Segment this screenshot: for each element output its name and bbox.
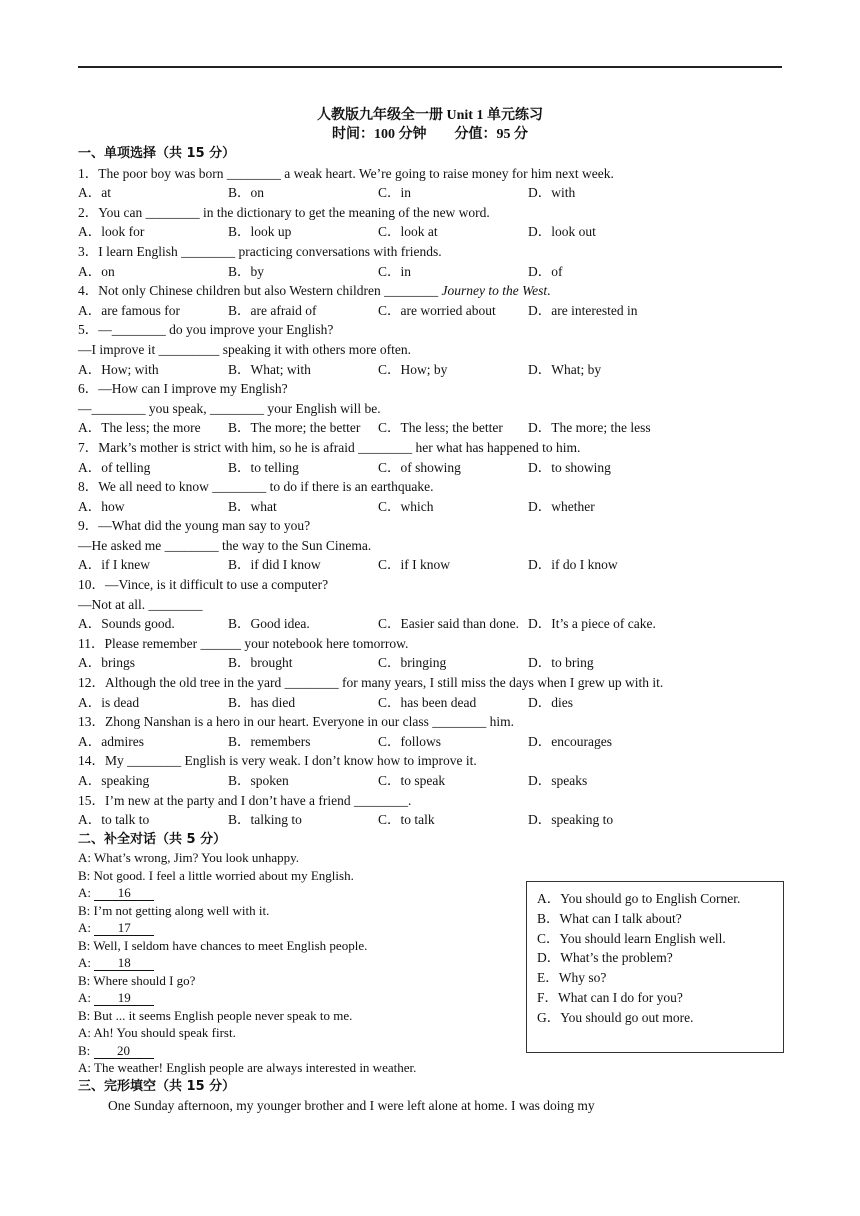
dialogue-blank[interactable]: 18 <box>94 955 154 971</box>
dialogue-blank[interactable]: 16 <box>94 885 154 901</box>
answer-option[interactable]: D．The more; the less <box>528 420 651 436</box>
answer-option[interactable]: D．dies <box>528 694 573 710</box>
answer-option[interactable]: C．follows <box>378 733 442 749</box>
dialogue-line: B: But ... it seems English people never speak to me. <box>78 1007 353 1023</box>
choices-box <box>526 881 784 1053</box>
page-subtitle: 时间：100 分钟 分值：95 分 <box>332 127 528 142</box>
answer-option[interactable]: D．What; by <box>528 361 602 377</box>
option-row <box>78 555 782 575</box>
answer-option[interactable]: D．of <box>528 263 563 279</box>
dialogue-line: B: Not good. I feel a little worried about my English. <box>78 867 354 883</box>
answer-option[interactable]: A．on <box>78 263 115 279</box>
answer-option[interactable]: A．How; with <box>78 361 159 377</box>
question-text: 3．I learn English ________ practicing conversations with friends. <box>78 243 442 259</box>
question-text: —He asked me ________ the way to the Sun Cinema. <box>78 537 372 553</box>
answer-option[interactable]: A．Sounds good. <box>78 616 175 632</box>
answer-option[interactable]: B．by <box>228 263 265 279</box>
dialogue-line: B: 20 <box>78 1042 782 1060</box>
answer-option[interactable]: B．The more; the better <box>228 420 361 436</box>
answer-option[interactable]: A．brings <box>78 655 135 671</box>
answer-option[interactable]: B．look up <box>228 224 292 240</box>
question-text: 13．Zhong Nanshan is a hero in our heart. Everyone in our class ________ him. <box>78 714 515 730</box>
choice-option: E．Why so? <box>537 970 607 986</box>
question-text: 7．Mark’s mother is strict with him, so he is afraid ________ her what has happened to him. <box>78 439 581 455</box>
question-list <box>78 164 782 830</box>
answer-option[interactable]: C．look at <box>378 224 438 240</box>
answer-option[interactable]: C．in <box>378 185 412 201</box>
option-row <box>78 183 782 203</box>
answer-option[interactable]: B．brought <box>228 655 293 671</box>
answer-option[interactable]: A．look for <box>78 224 145 240</box>
answer-option[interactable]: A．to talk to <box>78 812 150 828</box>
option-row <box>78 262 782 282</box>
option-row <box>78 418 782 438</box>
answer-option[interactable]: C．which <box>378 498 434 514</box>
answer-option[interactable]: D．speaking to <box>528 812 614 828</box>
dialogue-line: A: Ah! You should speak first. <box>78 1025 236 1041</box>
answer-option[interactable]: D．to showing <box>528 459 611 475</box>
answer-option[interactable]: A．speaking <box>78 773 150 788</box>
dialogue-line: A: 17 <box>78 919 782 937</box>
option-row <box>78 693 782 713</box>
answer-option[interactable]: D．speaks <box>528 773 588 788</box>
dialogue-line: A: What’s wrong, Jim? You look unhappy. <box>78 850 299 866</box>
question-text: 12．Although the old tree in the yard ________ for many years, I still miss the days when I grew up with it. <box>78 675 664 691</box>
question-text: —I improve it _________ speaking it with others more often. <box>78 341 411 357</box>
option-row <box>78 810 782 830</box>
option-row <box>78 222 782 242</box>
answer-option[interactable]: A．of telling <box>78 459 151 475</box>
answer-option[interactable]: C．Easier said than done. <box>378 616 519 632</box>
answer-option[interactable]: D．encourages <box>528 733 612 749</box>
answer-option[interactable]: A．at <box>78 185 111 201</box>
answer-option[interactable]: C．bringing <box>378 655 447 671</box>
answer-option[interactable]: D．to bring <box>528 655 594 671</box>
answer-option[interactable]: D．whether <box>528 498 595 514</box>
choice-option: B．What can I talk about? <box>537 910 682 926</box>
dialogue-line: A: 18 <box>78 954 782 972</box>
question-text: 11．Please remember ______ your notebook here tomorrow. <box>78 635 409 651</box>
section-heading-choice: 一、单项选择（共 15 分） <box>78 146 236 161</box>
answer-option[interactable]: C．to speak <box>378 773 446 788</box>
answer-option[interactable]: C．How; by <box>378 361 448 377</box>
choice-option: D．What’s the problem? <box>537 950 673 966</box>
dialogue-blank[interactable]: 19 <box>94 990 154 1006</box>
answer-option[interactable]: B．remembers <box>228 733 311 749</box>
cloze-intro: One Sunday afternoon, my younger brother and I were left alone at home. I was doing my <box>108 1098 595 1114</box>
dialogue-line: A: 19 <box>78 989 782 1007</box>
answer-option[interactable]: B．what <box>228 498 277 514</box>
answer-option[interactable]: D．look out <box>528 224 596 240</box>
answer-option[interactable]: B．on <box>228 185 265 201</box>
option-row <box>78 458 782 478</box>
dialogue-line: A: 16 <box>78 884 782 902</box>
choice-option: G．You should go out more. <box>537 1009 694 1025</box>
answer-option[interactable]: D．It’s a piece of cake. <box>528 616 656 632</box>
answer-option[interactable]: B．to telling <box>228 459 299 475</box>
option-row <box>78 301 782 321</box>
header-rule <box>78 66 782 68</box>
answer-option[interactable]: D．are interested in <box>528 302 638 318</box>
question-text: 5．—________ do you improve your English? <box>78 322 334 338</box>
section-heading-dialogue: 二、补全对话（共 5 分） <box>78 831 227 847</box>
answer-option[interactable]: A．admires <box>78 733 144 749</box>
question-text: 4．Not only Chinese children but also Western children ________ Journey to the West. <box>78 283 551 299</box>
answer-option[interactable]: B．What; with <box>228 361 311 377</box>
answer-option[interactable]: D．if do I know <box>528 557 618 573</box>
page-title: 人教版九年级全一册 Unit 1 单元练习 <box>317 108 543 123</box>
dialogue-line: B: Where should I go? <box>78 972 196 988</box>
answer-option[interactable]: C．if I know <box>378 557 450 573</box>
answer-option[interactable]: A．The less; the more <box>78 420 201 436</box>
option-row <box>78 360 782 380</box>
question-text: 14．My ________ English is very weak. I don’t know how to improve it. <box>78 753 477 769</box>
answer-option[interactable]: C．The less; the better <box>378 420 503 436</box>
answer-option[interactable]: A．how <box>78 498 125 514</box>
question-text: 10．—Vince, is it difficult to use a computer? <box>78 577 329 593</box>
question-text: 15．I’m new at the party and I don’t have a friend ________. <box>78 792 412 808</box>
section-heading-cloze: 三、完形填空（共 15 分） <box>78 1078 236 1094</box>
question-text: 1．The poor boy was born ________ a weak heart. We’re going to raise money for him next week. <box>78 165 614 181</box>
question-text: 6．—How can I improve my English? <box>78 381 288 397</box>
dialogue-line: B: Well, I seldom have chances to meet English people. <box>78 937 368 953</box>
question-italic-title: Journey to the West <box>441 283 548 299</box>
answer-option[interactable]: C．are worried about <box>378 302 496 318</box>
answer-option[interactable]: B．has died <box>228 694 296 710</box>
answer-option[interactable]: B．if did I know <box>228 557 321 573</box>
option-row <box>78 614 782 634</box>
choice-option: C．You should learn English well. <box>537 930 726 946</box>
answer-option[interactable]: C．has been dead <box>378 694 477 710</box>
choice-option: A．You should go to English Corner. <box>537 891 741 906</box>
dialogue-blank[interactable]: 17 <box>94 920 154 936</box>
question-text: 9．—What did the young man say to you? <box>78 518 311 534</box>
option-row <box>78 732 782 752</box>
dialogue-blank[interactable]: 20 <box>94 1043 154 1059</box>
question-text: 8．We all need to know ________ to do if there is an earthquake. <box>78 479 434 495</box>
question-text: 2．You can ________ in the dictionary to get the meaning of the new word. <box>78 204 490 220</box>
answer-option[interactable]: C．to talk <box>378 812 435 828</box>
answer-option[interactable]: D．with <box>528 185 576 201</box>
dialogue-line: A: The weather! English people are always interested in weather. <box>78 1060 417 1076</box>
question-text: —________ you speak, ________ your English will be. <box>78 400 381 416</box>
question-text: —Not at all. ________ <box>78 596 203 612</box>
answer-option[interactable]: C．of showing <box>378 459 461 475</box>
answer-option[interactable]: A．are famous for <box>78 302 180 318</box>
answer-option[interactable]: A．is dead <box>78 694 140 710</box>
answer-option[interactable]: B．talking to <box>228 812 302 828</box>
answer-option[interactable]: A．if I knew <box>78 557 150 573</box>
answer-option[interactable]: B．Good idea. <box>228 616 310 632</box>
option-row <box>78 653 782 673</box>
choice-option: F．What can I do for you? <box>537 989 683 1005</box>
answer-option[interactable]: B．spoken <box>228 773 289 788</box>
answer-option[interactable]: B．are afraid of <box>228 302 317 318</box>
option-row <box>78 771 782 791</box>
option-row <box>78 497 782 517</box>
dialogue-line: B: I’m not getting along well with it. <box>78 902 270 918</box>
answer-option[interactable]: C．in <box>378 263 412 279</box>
